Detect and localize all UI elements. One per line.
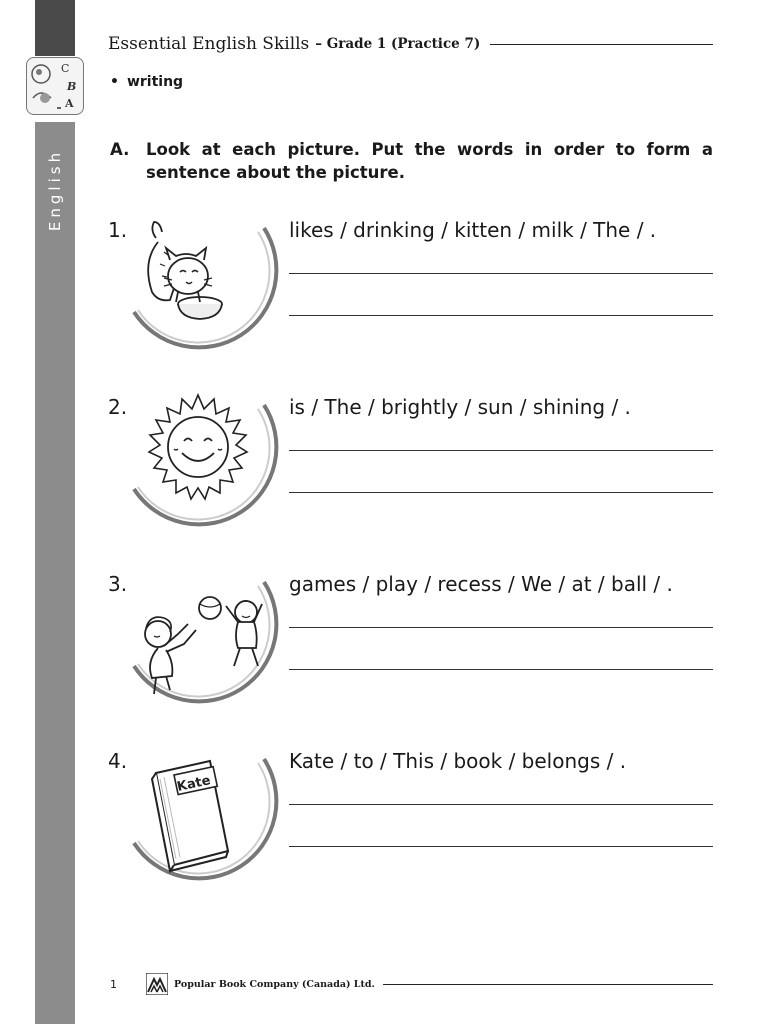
sidebar-subject-label: English: [46, 148, 65, 232]
topic: [110, 74, 183, 90]
question-1: [108, 218, 713, 378]
answer-line[interactable]: [289, 492, 713, 493]
answer-line[interactable]: [289, 804, 713, 805]
sidebar-subject: [35, 140, 75, 240]
question-words: is / The / brightly / sun / shining / .: [289, 395, 631, 419]
svg-text:A: A: [65, 97, 74, 110]
question-words: Kate / to / This / book / belongs / .: [289, 749, 627, 773]
publisher-logo-icon: [146, 973, 168, 995]
instructions-letter: A.: [110, 140, 130, 159]
svg-text:B: B: [67, 80, 77, 93]
abc-logo-icon: [26, 57, 84, 115]
question-3: [108, 572, 713, 732]
question-number: 2.: [108, 395, 128, 419]
page-number: 1: [110, 977, 117, 991]
question-number: 4.: [108, 749, 128, 773]
smiling-sun-icon: [118, 379, 286, 547]
sidebar-top-block: [35, 0, 75, 56]
svg-text:C: C: [61, 62, 70, 75]
question-words: games / play / recess / We / at / ball / .: [289, 572, 673, 596]
answer-line[interactable]: [289, 669, 713, 670]
question-words: likes / drinking / kitten / milk / The / .: [289, 218, 657, 242]
answer-line[interactable]: [289, 627, 713, 628]
answer-line[interactable]: [289, 315, 713, 316]
question-2: [108, 395, 713, 555]
header-rule: [490, 44, 713, 45]
question-number: 3.: [108, 572, 128, 596]
topic-bullet: •: [110, 74, 119, 90]
answer-line[interactable]: [289, 450, 713, 451]
question-number: 1.: [108, 218, 128, 242]
book-icon: [118, 733, 286, 901]
children-playing-ball-icon: [118, 556, 286, 724]
answer-line[interactable]: [289, 846, 713, 847]
topic-label: writing: [126, 74, 184, 90]
sidebar-bar: [35, 122, 75, 1024]
page-header: [108, 30, 713, 58]
page-title: Essential English Skills: [108, 34, 310, 54]
answer-line[interactable]: [289, 273, 713, 274]
kitten-drinking-milk-icon: [118, 202, 286, 370]
instructions-text: Look at each picture. Put the words in order to form a sentence about the picture.: [146, 140, 713, 182]
footer-rule: [383, 984, 713, 985]
page-subtitle: – Grade 1 (Practice 7): [315, 36, 481, 52]
publisher-name: Popular Book Company (Canada) Ltd.: [174, 978, 375, 990]
book-label: Kate: [175, 773, 212, 795]
page-footer: [110, 972, 713, 996]
question-4: [108, 749, 713, 909]
